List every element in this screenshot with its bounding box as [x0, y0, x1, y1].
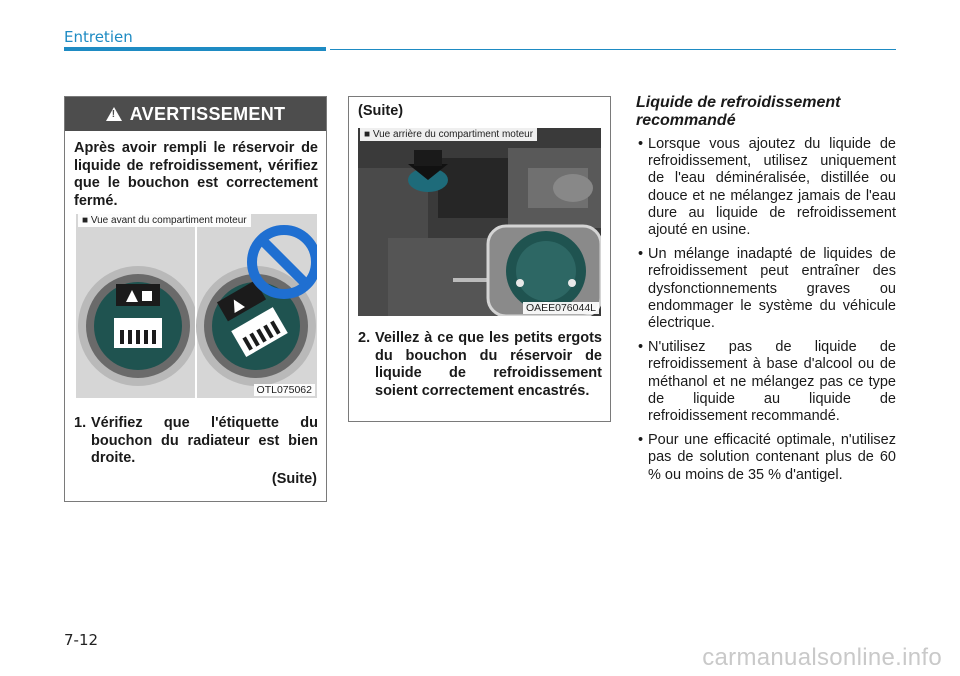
photo-caption: ■ Vue arrière du compartiment moteur: [360, 128, 537, 141]
step-1-text: Vérifiez que l'étiquette du bouchon du radiateur est bien droite.: [91, 415, 318, 466]
list-item: • N'utilisez pas de liquide de refroidissement à base d'alcool ou de méthanol et ne mélangez pas ce type de liquide au liquide de refroidissement recommandé.: [636, 339, 896, 425]
continuation-box: [348, 96, 611, 422]
engine-compartment-photo: [358, 128, 601, 316]
warning-triangle-icon: [106, 107, 122, 121]
warning-intro: Après avoir rempli le réservoir de liquide de refroidissement, vérifiez que le bouchon est correctement fermé.: [74, 140, 318, 209]
step-2: [358, 330, 602, 400]
step-2-text: Veillez à ce que les petits ergots du bouchon du réservoir de liquide de refroidissement soient correctement encastrés.: [375, 330, 602, 399]
header-rule-thin: [330, 49, 896, 50]
photo-code: OAEE076044L: [523, 302, 599, 314]
warning-header: [65, 97, 326, 131]
list-item: • Lorsque vous ajoutez du liquide de refroidissement, utilisez uniquement de l'eau déminéralisée, distillée ou douce et ne mélangez jamais de l'eau dure au liquide de refroidissement ajouté en usine.: [636, 136, 896, 239]
step-1-number: 1.: [74, 415, 87, 431]
section-title: Entretien: [64, 28, 133, 46]
watermark: carmanualsonline.info: [702, 644, 942, 671]
photo-caption: ■ Vue avant du compartiment moteur: [78, 214, 251, 227]
radiator-cap-illustration: [76, 214, 317, 398]
photo-code: OTL075062: [254, 384, 315, 396]
list-item: • Un mélange inadapté de liquides de refroidissement peut entraîner des dysfonctionnements graves ou endommager le système du véhicule électrique.: [636, 246, 896, 332]
suite-label: (Suite): [358, 103, 404, 119]
radiator-cap-photo: [76, 214, 317, 398]
step-1: [74, 415, 318, 468]
warning-title: AVERTISSEMENT: [129, 103, 286, 124]
coolant-section: [636, 94, 896, 491]
list-item: • Pour une efficacité optimale, n'utilisez pas de solution contenant plus de 60 % ou moins de 35 % d'antigel.: [636, 432, 896, 484]
warning-box: [64, 96, 327, 502]
step-2-number: 2.: [358, 330, 371, 346]
page-number: 7-12: [64, 631, 99, 649]
header-rule-thick: [64, 47, 326, 51]
coolant-title: Liquide de refroidissement recommandé: [636, 94, 841, 129]
coolant-bullets: [636, 136, 896, 484]
engine-compartment-illustration: [358, 128, 601, 316]
suite-label: (Suite): [271, 471, 317, 487]
